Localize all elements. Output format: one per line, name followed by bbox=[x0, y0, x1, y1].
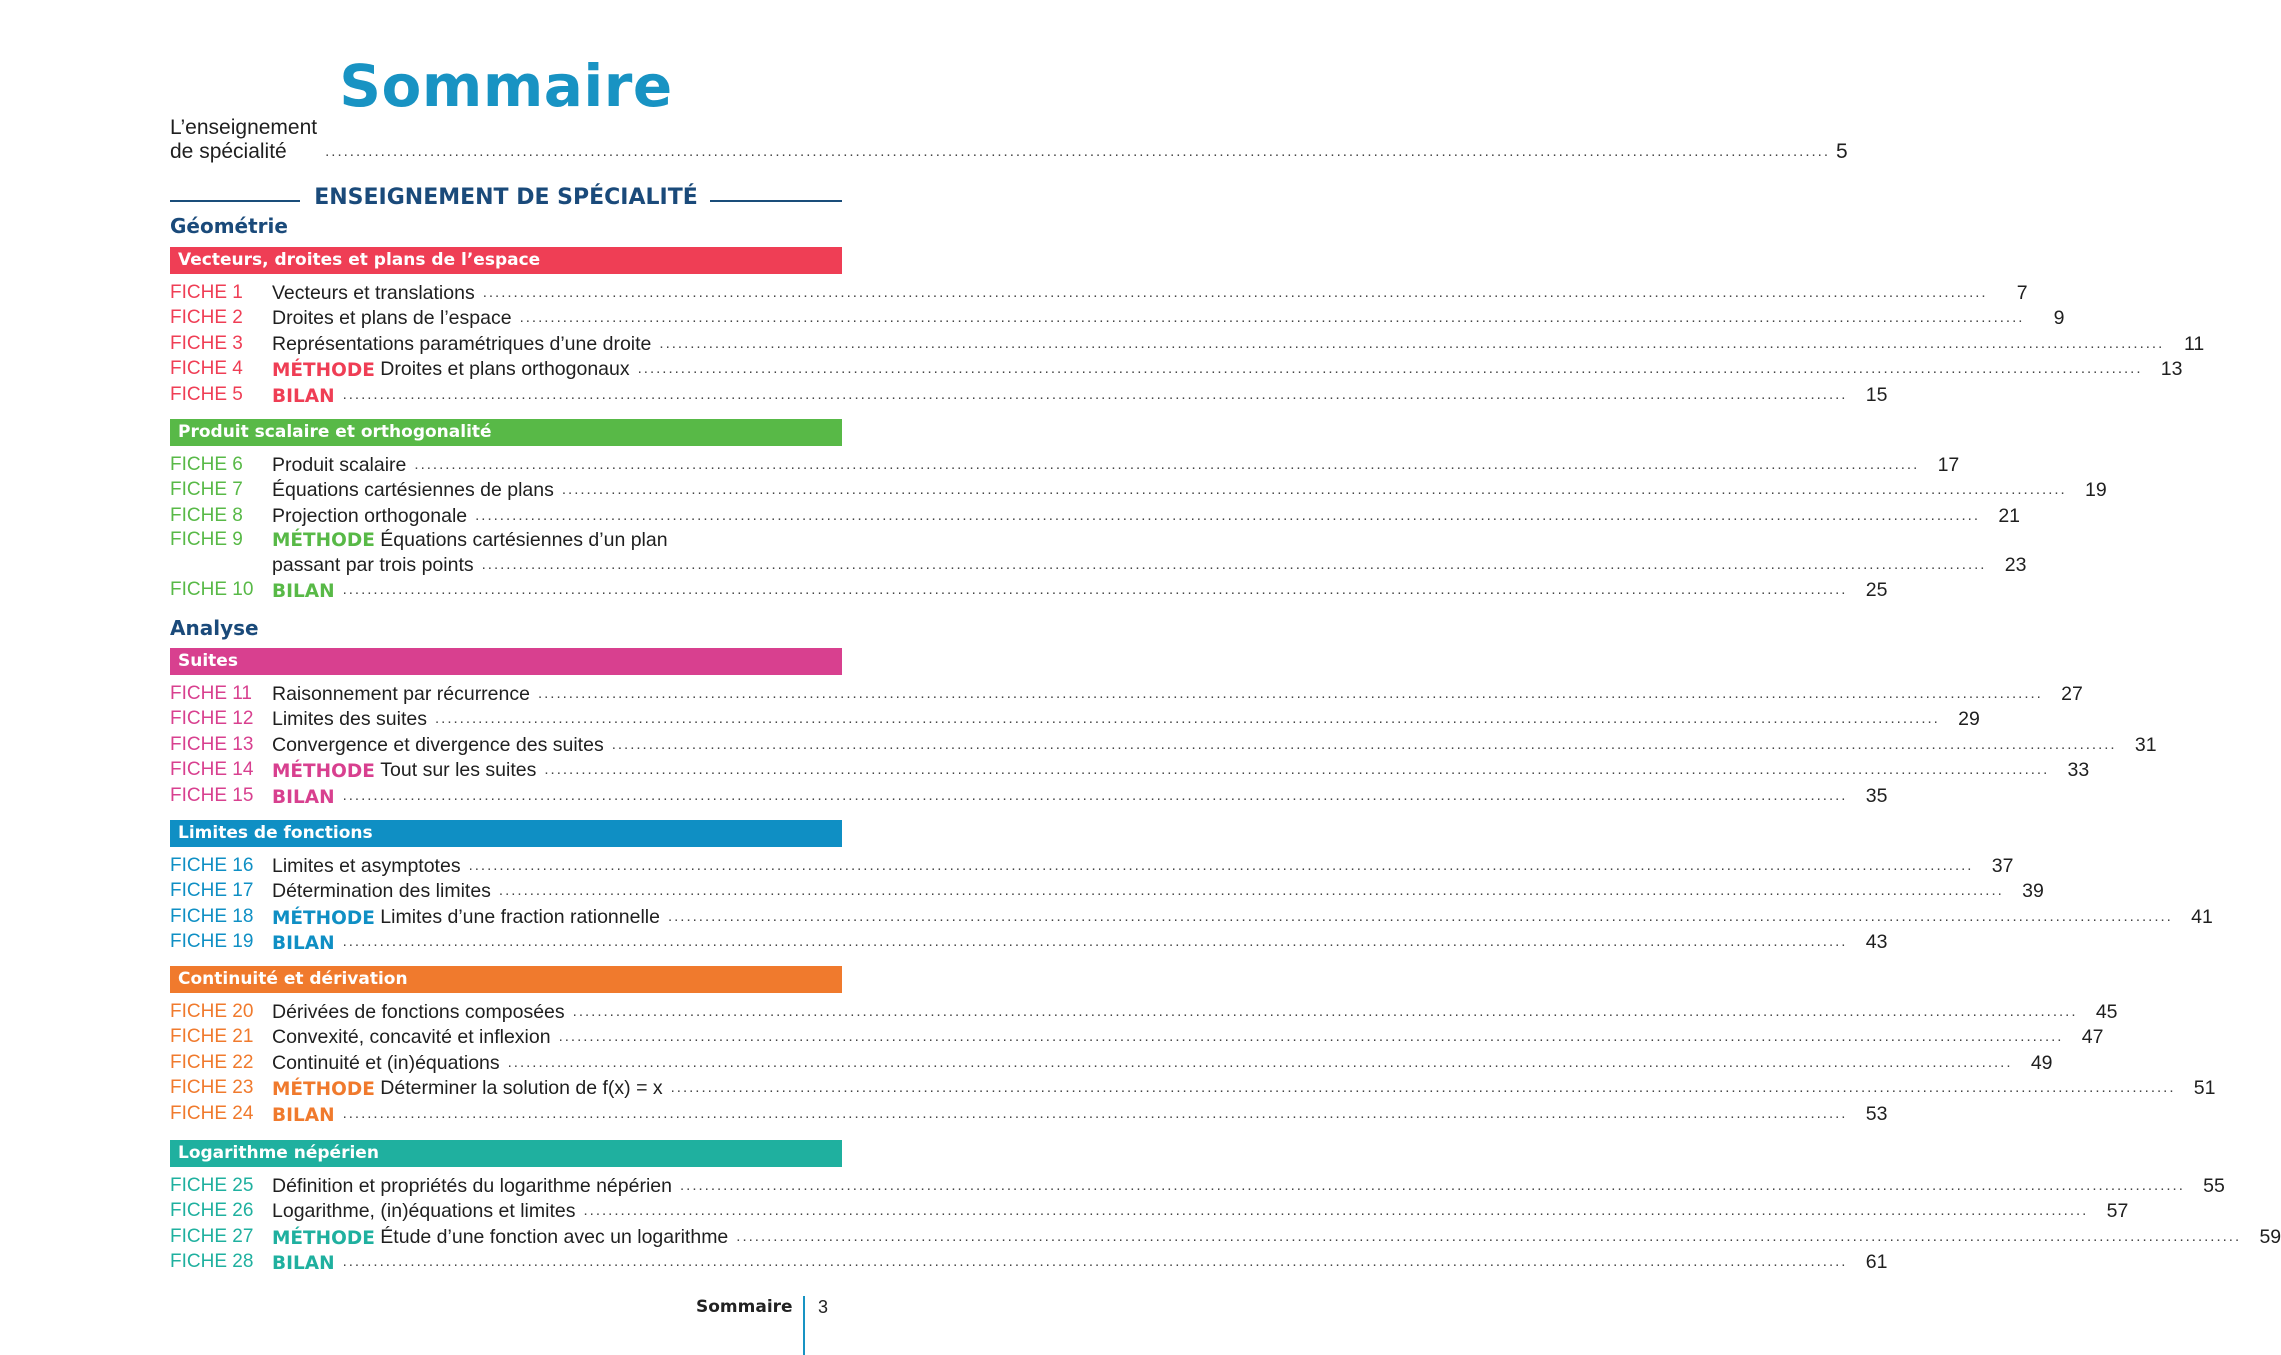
toc-entry[interactable] bbox=[170, 1050, 2053, 1076]
entry-body bbox=[272, 681, 2083, 707]
entry-title: passant par trois points bbox=[272, 553, 474, 576]
toc-entry[interactable] bbox=[170, 357, 2183, 383]
intro-label: L’enseignement de spécialité bbox=[170, 116, 318, 163]
entry-title: Limites et asymptotes bbox=[272, 854, 461, 877]
page-number: 33 bbox=[2067, 759, 2090, 781]
footer-label: Sommaire bbox=[696, 1297, 793, 1317]
intro-page: 5 bbox=[1836, 140, 1848, 163]
toc-section bbox=[170, 419, 2107, 603]
leader-dots bbox=[343, 1253, 1848, 1270]
fiche-label: FICHE 25 bbox=[170, 1174, 254, 1196]
leader-dots bbox=[499, 882, 2004, 899]
entry-body bbox=[272, 306, 2064, 332]
toc-entry[interactable] bbox=[170, 879, 2044, 905]
bilan-keyword: BILAN bbox=[272, 385, 335, 407]
leader-dots bbox=[520, 309, 2025, 326]
methode-keyword: MÉTHODE bbox=[272, 360, 375, 381]
toc-entry[interactable] bbox=[170, 904, 2213, 930]
toc-entry[interactable] bbox=[170, 1101, 1888, 1127]
footer-divider bbox=[803, 1296, 805, 1355]
section-band: Produit scalaire et orthogonalité bbox=[170, 419, 842, 446]
page-number: 23 bbox=[2004, 553, 2027, 576]
entry-body bbox=[272, 478, 2107, 504]
leader-dots bbox=[475, 507, 1980, 524]
toc-entry[interactable] bbox=[170, 578, 1888, 604]
entry-body bbox=[272, 1050, 2053, 1076]
part-title-geometrie: Géométrie bbox=[170, 214, 288, 238]
fiche-label: FICHE 19 bbox=[170, 931, 254, 953]
page-number: 15 bbox=[1865, 383, 1888, 406]
entry-body bbox=[272, 578, 1887, 604]
toc-section bbox=[170, 1140, 2281, 1275]
toc-entry[interactable] bbox=[170, 732, 2157, 758]
page-number: 43 bbox=[1865, 931, 1888, 953]
fiche-label: FICHE 7 bbox=[170, 479, 243, 501]
fiche-label: FICHE 28 bbox=[170, 1251, 254, 1273]
entry-title: Projection orthogonale bbox=[272, 504, 468, 527]
leader-dots bbox=[343, 1105, 1848, 1122]
page-number: 55 bbox=[2203, 1174, 2225, 1197]
entry-body bbox=[272, 732, 2157, 758]
toc-entry[interactable] bbox=[170, 528, 2027, 578]
fiche-label: FICHE 22 bbox=[170, 1051, 254, 1073]
toc-entry[interactable] bbox=[170, 1250, 1888, 1276]
methode-keyword: MÉTHODE bbox=[272, 907, 375, 929]
toc-section bbox=[170, 648, 2157, 809]
entry-body bbox=[272, 1250, 1887, 1276]
toc-entry[interactable] bbox=[170, 1173, 2225, 1199]
entry-title: Limites d’une fraction rationnelle bbox=[380, 905, 660, 928]
leader-dots bbox=[680, 1177, 2185, 1194]
entry-title: Dérivées de fonctions composées bbox=[272, 1000, 565, 1023]
methode-keyword: MÉTHODE bbox=[272, 529, 375, 551]
entry-title: Convergence et divergence des suites bbox=[272, 733, 604, 756]
toc-entry[interactable] bbox=[170, 452, 1960, 478]
entry-line-2 bbox=[272, 552, 2026, 576]
page-number: 21 bbox=[1998, 504, 2021, 527]
leader-dots bbox=[562, 481, 2067, 498]
leader-dots bbox=[559, 1028, 2064, 1045]
page-number: 13 bbox=[2160, 358, 2183, 380]
leader-dots bbox=[483, 284, 1988, 301]
toc-entry[interactable] bbox=[170, 280, 2028, 306]
leader-dots bbox=[638, 360, 2143, 377]
entry-line-1 bbox=[272, 529, 2026, 553]
fiche-label: FICHE 18 bbox=[170, 905, 254, 927]
page-number: 45 bbox=[2095, 1000, 2118, 1023]
section-band: Suites bbox=[170, 648, 842, 675]
bilan-keyword: BILAN bbox=[272, 933, 335, 954]
toc-entry[interactable] bbox=[170, 707, 1980, 733]
toc-entry[interactable] bbox=[170, 783, 1888, 809]
page-number: 61 bbox=[1865, 1251, 1888, 1273]
toc-entry[interactable] bbox=[170, 930, 1888, 956]
entry-title: Tout sur les suites bbox=[380, 759, 537, 781]
page-number: 9 bbox=[2053, 307, 2065, 329]
fiche-label: FICHE 1 bbox=[170, 281, 243, 303]
page-number: 51 bbox=[2193, 1077, 2216, 1099]
fiche-label: FICHE 10 bbox=[170, 579, 254, 601]
entry-title: Limites des suites bbox=[272, 708, 427, 730]
entry-title: Logarithme, (in)équations et limites bbox=[272, 1200, 576, 1222]
entry-body bbox=[272, 853, 2013, 879]
leader-dots bbox=[736, 1228, 2241, 1245]
entry-body bbox=[272, 1076, 2216, 1102]
entry-body bbox=[272, 1224, 2281, 1250]
fiche-label: FICHE 24 bbox=[170, 1102, 254, 1124]
page-number: 39 bbox=[2022, 880, 2044, 902]
fiche-label: FICHE 27 bbox=[170, 1225, 254, 1247]
entry-body bbox=[272, 707, 1980, 733]
entry-title: Raisonnement par récurrence bbox=[272, 682, 530, 705]
page-number: 47 bbox=[2081, 1026, 2104, 1048]
bilan-keyword: BILAN bbox=[272, 786, 335, 808]
entry-body bbox=[272, 357, 2183, 383]
header-rule-right bbox=[710, 200, 842, 202]
entry-title: Définition et propriétés du logarithme népérien bbox=[272, 1174, 672, 1197]
leader-dots bbox=[671, 1079, 2176, 1096]
page-number: 59 bbox=[2259, 1225, 2281, 1248]
toc-section bbox=[170, 247, 2205, 408]
fiche-label: FICHE 2 bbox=[170, 307, 243, 329]
toc-entry[interactable] bbox=[170, 478, 2107, 504]
entry-title: Vecteurs et translations bbox=[272, 281, 475, 304]
entry-body bbox=[272, 1173, 2225, 1199]
leader-dots bbox=[668, 908, 2173, 925]
intro-entry[interactable] bbox=[170, 116, 1848, 164]
leader-dots bbox=[343, 787, 1848, 804]
leader-dots bbox=[343, 581, 1848, 598]
page-number: 37 bbox=[1991, 854, 2014, 877]
entry-title: Droites et plans orthogonaux bbox=[380, 358, 630, 380]
toc-entry[interactable] bbox=[170, 853, 2014, 879]
header-title: ENSEIGNEMENT DE SPÉCIALITÉ bbox=[314, 185, 698, 210]
toc-entry[interactable] bbox=[170, 503, 2021, 529]
entry-body bbox=[272, 904, 2213, 930]
entry-body bbox=[272, 783, 1887, 809]
section-band: Logarithme népérien bbox=[170, 1140, 842, 1167]
page-number: 27 bbox=[2061, 682, 2083, 705]
page-number: 25 bbox=[1865, 579, 1888, 601]
fiche-label: FICHE 15 bbox=[170, 784, 254, 806]
entry-body bbox=[272, 529, 2026, 578]
entry-body bbox=[272, 503, 2020, 529]
leader-dots bbox=[414, 456, 1919, 473]
leader-dots bbox=[508, 1054, 2013, 1071]
toc-entry[interactable] bbox=[170, 999, 2118, 1025]
toc-section bbox=[170, 966, 2216, 1127]
entry-title: Équations cartésiennes d’un plan bbox=[380, 528, 668, 551]
toc-section bbox=[170, 820, 2213, 955]
page-number: 31 bbox=[2134, 733, 2157, 756]
toc-entry[interactable] bbox=[170, 758, 2090, 784]
fiche-label: FICHE 9 bbox=[170, 528, 243, 550]
entry-body bbox=[272, 331, 2204, 357]
leader-dots bbox=[343, 386, 1848, 403]
section-band: Vecteurs, droites et plans de l’espace bbox=[170, 247, 842, 274]
page-number: 53 bbox=[1865, 1102, 1888, 1125]
entry-body bbox=[272, 382, 1887, 408]
bilan-keyword: BILAN bbox=[272, 581, 335, 602]
page-number: 35 bbox=[1865, 784, 1888, 807]
entry-title: Droites et plans de l’espace bbox=[272, 307, 512, 329]
page-number: 19 bbox=[2085, 479, 2107, 501]
fiche-label: FICHE 17 bbox=[170, 880, 254, 902]
toc-entry[interactable] bbox=[170, 1224, 2281, 1250]
entry-title: Détermination des limites bbox=[272, 880, 491, 902]
page-number: 57 bbox=[2106, 1200, 2129, 1222]
page-number: 41 bbox=[2191, 905, 2213, 928]
entry-body bbox=[272, 1199, 2128, 1225]
entry-body bbox=[272, 1101, 1887, 1127]
methode-keyword: MÉTHODE bbox=[272, 1227, 375, 1249]
entry-body bbox=[272, 930, 1887, 956]
leader-dots bbox=[544, 761, 2049, 778]
toc-entry[interactable] bbox=[170, 1025, 2104, 1051]
entry-title: Continuité et (in)équations bbox=[272, 1051, 500, 1074]
page-number: 49 bbox=[2030, 1051, 2053, 1074]
bilan-keyword: BILAN bbox=[272, 1104, 335, 1126]
methode-keyword: MÉTHODE bbox=[272, 761, 375, 782]
toc-entry[interactable] bbox=[170, 1199, 2129, 1225]
methode-keyword: MÉTHODE bbox=[272, 1079, 375, 1100]
fiche-label: FICHE 14 bbox=[170, 759, 254, 781]
fiche-label: FICHE 26 bbox=[170, 1200, 254, 1222]
entry-body bbox=[272, 999, 2118, 1025]
entry-body bbox=[272, 1025, 2103, 1051]
toc-entry[interactable] bbox=[170, 331, 2205, 357]
entry-title: Équations cartésiennes de plans bbox=[272, 479, 554, 501]
entry-title: Convexité, concavité et inflexion bbox=[272, 1026, 551, 1048]
bilan-keyword: BILAN bbox=[272, 1253, 335, 1274]
fiche-label: FICHE 4 bbox=[170, 358, 243, 380]
leader-dots bbox=[612, 736, 2117, 753]
fiche-label: FICHE 13 bbox=[170, 733, 254, 755]
toc-entry[interactable] bbox=[170, 306, 2065, 332]
fiche-label: FICHE 6 bbox=[170, 453, 243, 475]
leader-dots bbox=[538, 685, 2043, 702]
fiche-label: FICHE 11 bbox=[170, 682, 253, 704]
fiche-label: FICHE 23 bbox=[170, 1077, 254, 1099]
entry-body bbox=[272, 280, 2028, 306]
fiche-label: FICHE 20 bbox=[170, 1000, 254, 1022]
fiche-label: FICHE 8 bbox=[170, 504, 243, 526]
leader-dots bbox=[583, 1202, 2088, 1219]
entry-body bbox=[272, 452, 1959, 478]
entry-title: Produit scalaire bbox=[272, 453, 407, 476]
part-title-analyse: Analyse bbox=[170, 616, 259, 640]
fiche-label: FICHE 16 bbox=[170, 854, 254, 876]
page-number: 29 bbox=[1958, 708, 1980, 730]
entry-title: Étude d’une fonction avec un logarithme bbox=[380, 1225, 729, 1248]
page-title: Sommaire bbox=[339, 52, 673, 120]
leader-dots bbox=[435, 710, 1940, 727]
fiche-label: FICHE 5 bbox=[170, 383, 243, 405]
entry-body bbox=[272, 879, 2044, 905]
entry-title: Déterminer la solution de f(x) = x bbox=[380, 1077, 663, 1099]
page-number: 11 bbox=[2184, 332, 2205, 355]
page-number: 7 bbox=[2016, 281, 2028, 304]
section-band: Continuité et dérivation bbox=[170, 966, 842, 993]
page-number: 17 bbox=[1937, 453, 1960, 476]
footer-page-number: 3 bbox=[818, 1297, 829, 1317]
leader-dots bbox=[573, 1003, 2078, 1020]
fiche-label: FICHE 21 bbox=[170, 1026, 254, 1048]
fiche-label: FICHE 3 bbox=[170, 332, 243, 354]
leader-dots bbox=[469, 857, 1974, 874]
section-band: Limites de fonctions bbox=[170, 820, 842, 847]
leader-dots bbox=[343, 933, 1848, 950]
entry-body bbox=[272, 758, 2089, 784]
toc-entry[interactable] bbox=[170, 681, 2083, 707]
toc-entry[interactable] bbox=[170, 1076, 2216, 1102]
leader-dots bbox=[659, 335, 2164, 352]
toc-entry[interactable] bbox=[170, 382, 1888, 408]
leader-dots bbox=[482, 556, 1987, 573]
entry-title: Représentations paramétriques d’une droite bbox=[272, 332, 652, 355]
fiche-label: FICHE 12 bbox=[170, 708, 254, 730]
leader-dots bbox=[325, 143, 1830, 160]
